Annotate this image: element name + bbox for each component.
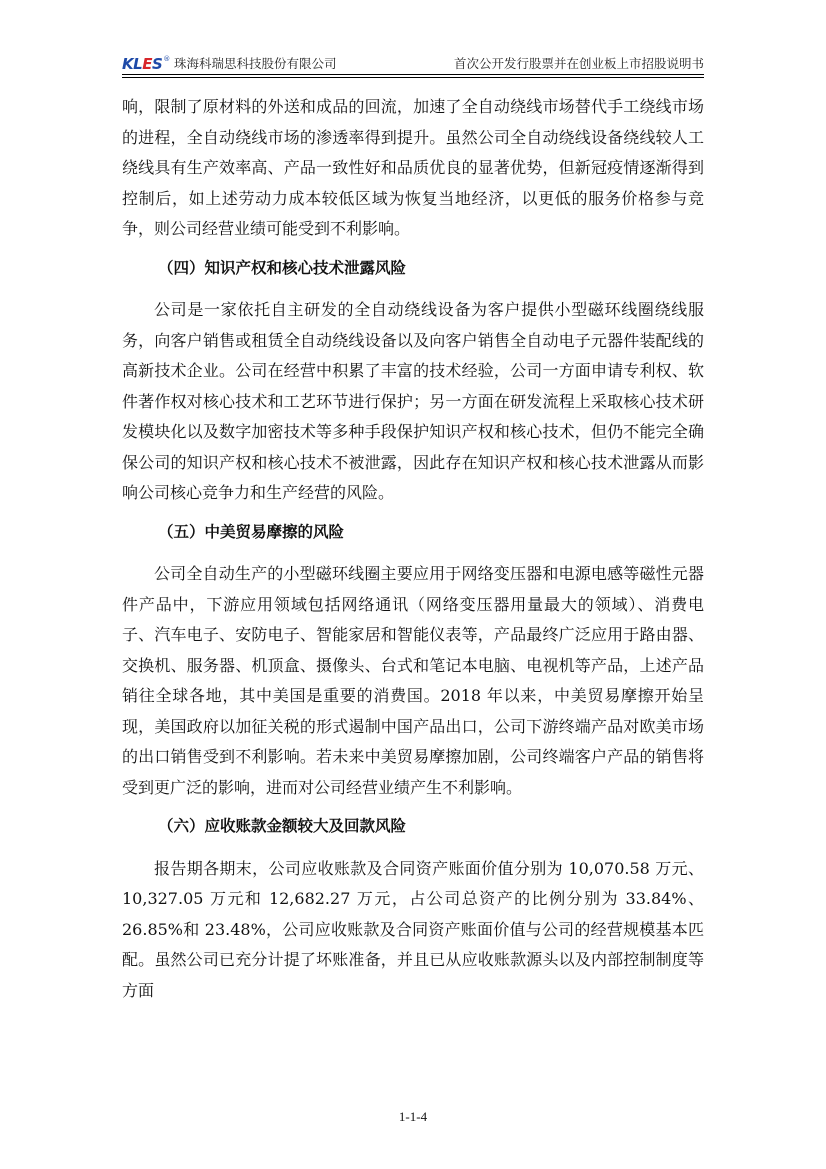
company-logo: KLES ® xyxy=(122,55,171,73)
header-rule-thin xyxy=(122,77,704,78)
paragraph-ip-risk: 公司是一家依托自主研发的全自动绕线设备为客户提供小型磁环线圈绕线服务，向客户销售或租赁全自动绕线设备以及向客户销售全自动电子元器件装配线的高新技术企业。公司在经营中积累了丰富的技术经验，公司一方面申请专利权、软件著作权对核心技术和工艺环节进行保护；另一方面在研发流程上采取核心技术研发模块化以及数字加密技术等多种手段保护知识产权和核心技术，但仍不能完全确保公司的知识产权和核心技术不被泄露，因此存在知识产权和核心技术泄露从而影响公司核心竞争力和生产经营的风险。 xyxy=(122,300,704,502)
paragraph-continued: 响，限制了原材料的外送和成品的回流，加速了全自动绕线市场替代手工绕线市场的进程，全自动绕线市场的渗透率得到提升。虽然公司全自动绕线设备绕线较人工绕线具有生产效率高、产品一致性好和品质优良的显著优势，但新冠疫情逐渐得到控制后，如上述劳动力成本较低区域为恢复当地经济，以更低的服务价格参与竞争，则公司经营业绩可能受到不利影响。 xyxy=(122,97,704,238)
section-heading-ip-risk: （四）知识产权和核心技术泄露风险 xyxy=(158,258,407,277)
document-title: 首次公开发行股票并在创业板上市招股说明书 xyxy=(453,56,704,71)
company-name: 珠海科瑞思科技股份有限公司 xyxy=(174,56,337,71)
paragraph-trade-friction: 公司全自动生产的小型磁环线圈主要应用于网络变压器和电源电感等磁性元器件产品中，下游应用领域包括网络通讯（网络变压器用量最大的领域）、消费电子、汽车电子、安防电子、智能家居和智能仪表等，产品最终广泛应用于路由器、交换机、服务器、机顶盒、摄像头、台式和笔记本电脑、电视机等产品，上述产品销往全球各地，其中美国是重要的消费国。2018 年以来，中美贸易摩擦开始呈现，美国政府以加征关税的形式遏制中国产品出口，公司下游终端产品对欧美市场的出口销售受到不利影响。若未来中美贸易摩擦加剧，公司终端客户产品的销售将受到更广泛的影响，进而对公司经营业绩产生不利影响。 xyxy=(122,564,704,797)
section-heading-receivables: （六）应收账款金额较大及回款风险 xyxy=(158,817,407,835)
registered-mark: ® xyxy=(163,55,171,63)
section-heading-trade-friction: （五）中美贸易摩擦的风险 xyxy=(158,522,345,541)
page-body xyxy=(122,92,704,1006)
header-rule-thick xyxy=(122,74,704,75)
page-header xyxy=(122,50,704,74)
page-number: 1-1-4 xyxy=(398,1109,428,1124)
paragraph-receivables: 报告期各期末，公司应收账款及合同资产账面价值分别为 10,070.58 万元、10,327.05 万元和 12,682.27 万元，占公司总资产的比例分别为 33.84%、26.85%和 23.48%，公司应收账款及合同资产账面价值与公司的经营规模基本匹配。虽然公司已充分计提了坏账准备，并且已从应收账款源头以及内部控制制度等方面 xyxy=(122,858,704,1000)
